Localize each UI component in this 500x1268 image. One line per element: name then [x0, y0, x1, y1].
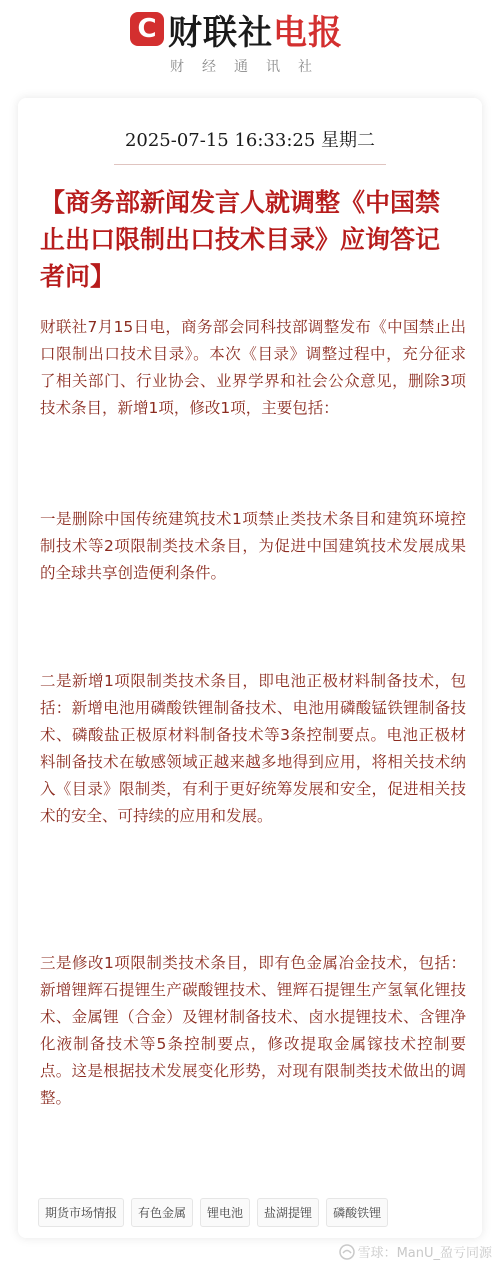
- logo-c-icon: C: [130, 12, 164, 46]
- tag-nonferrous-metals[interactable]: 有色金属: [131, 1198, 193, 1227]
- tag-list: [38, 1198, 468, 1227]
- logo-text-red: 电报: [273, 12, 343, 53]
- article-paragraph: 一是删除中国传统建筑技术1项禁止类技术条目和建筑环境控制技术等2项限制类技术条目，为促进中国建筑技术发展成果的全球共享创造便利条件。: [40, 510, 466, 582]
- tag-futures-intel[interactable]: 期货市场情报: [38, 1198, 124, 1227]
- tag-salt-lake-lithium[interactable]: 盐湖提锂: [257, 1198, 319, 1227]
- article-paragraph: 财联社7月15日电，商务部会同科技部调整发布《中国禁止出口限制出口技术目录》。本次《目录》调整过程中，充分征求了相关部门、行业协会、业界学界和社会公众意见，删除3项技术条目，新增1项，修改1项，主要包括：: [40, 318, 466, 417]
- tag-lithium-battery[interactable]: 锂电池: [200, 1198, 250, 1227]
- logo-text: [168, 5, 343, 54]
- snowball-icon: [339, 1244, 355, 1260]
- article-paragraph: 三是修改1项限制类技术条目，即有色金属冶金技术，包括：新增锂辉石提锂生产碳酸锂技术、锂辉石提锂生产氢氧化锂技术、金属锂（合金）及锂材制备技术、卤水提锂技术、含锂净化液制备技术等5条控制要点，修改提取金属镓技术控制要点。这是根据技术发展变化形势，对现有限制类技术做出的调整。: [40, 954, 466, 1107]
- header: [0, 0, 500, 90]
- article-datetime: 2025-07-15 16:33:25 星期二: [124, 130, 376, 151]
- logo-text-black: 财联社: [168, 12, 273, 53]
- watermark-text: 雪球：ManU_盈亏同源: [357, 1246, 492, 1261]
- watermark: [339, 1242, 492, 1261]
- logo: [130, 8, 343, 53]
- article-title: 【商务部新闻发言人就调整《中国禁止出口限制出口技术目录》应询答记者问】: [40, 188, 441, 291]
- article-card: [18, 98, 482, 1238]
- article-paragraph: 二是新增1项限制类技术条目，即电池正极材料制备技术，包括：新增电池用磷酸铁锂制备技术、电池用磷酸锰铁锂制备技术、磷酸盐正极原材料制备技术等3条控制要点。电池正极材料制备技术在敏感领域正越来越多地得到应用，将相关技术纳入《目录》限制类，有利于更好统筹发展和安全，促进相关技术的安全、可持续的应用和发展。: [40, 672, 466, 825]
- header-subtitle: 财经通讯社: [170, 59, 330, 75]
- divider: [114, 164, 386, 165]
- tag-lfp[interactable]: 磷酸铁锂: [326, 1198, 388, 1227]
